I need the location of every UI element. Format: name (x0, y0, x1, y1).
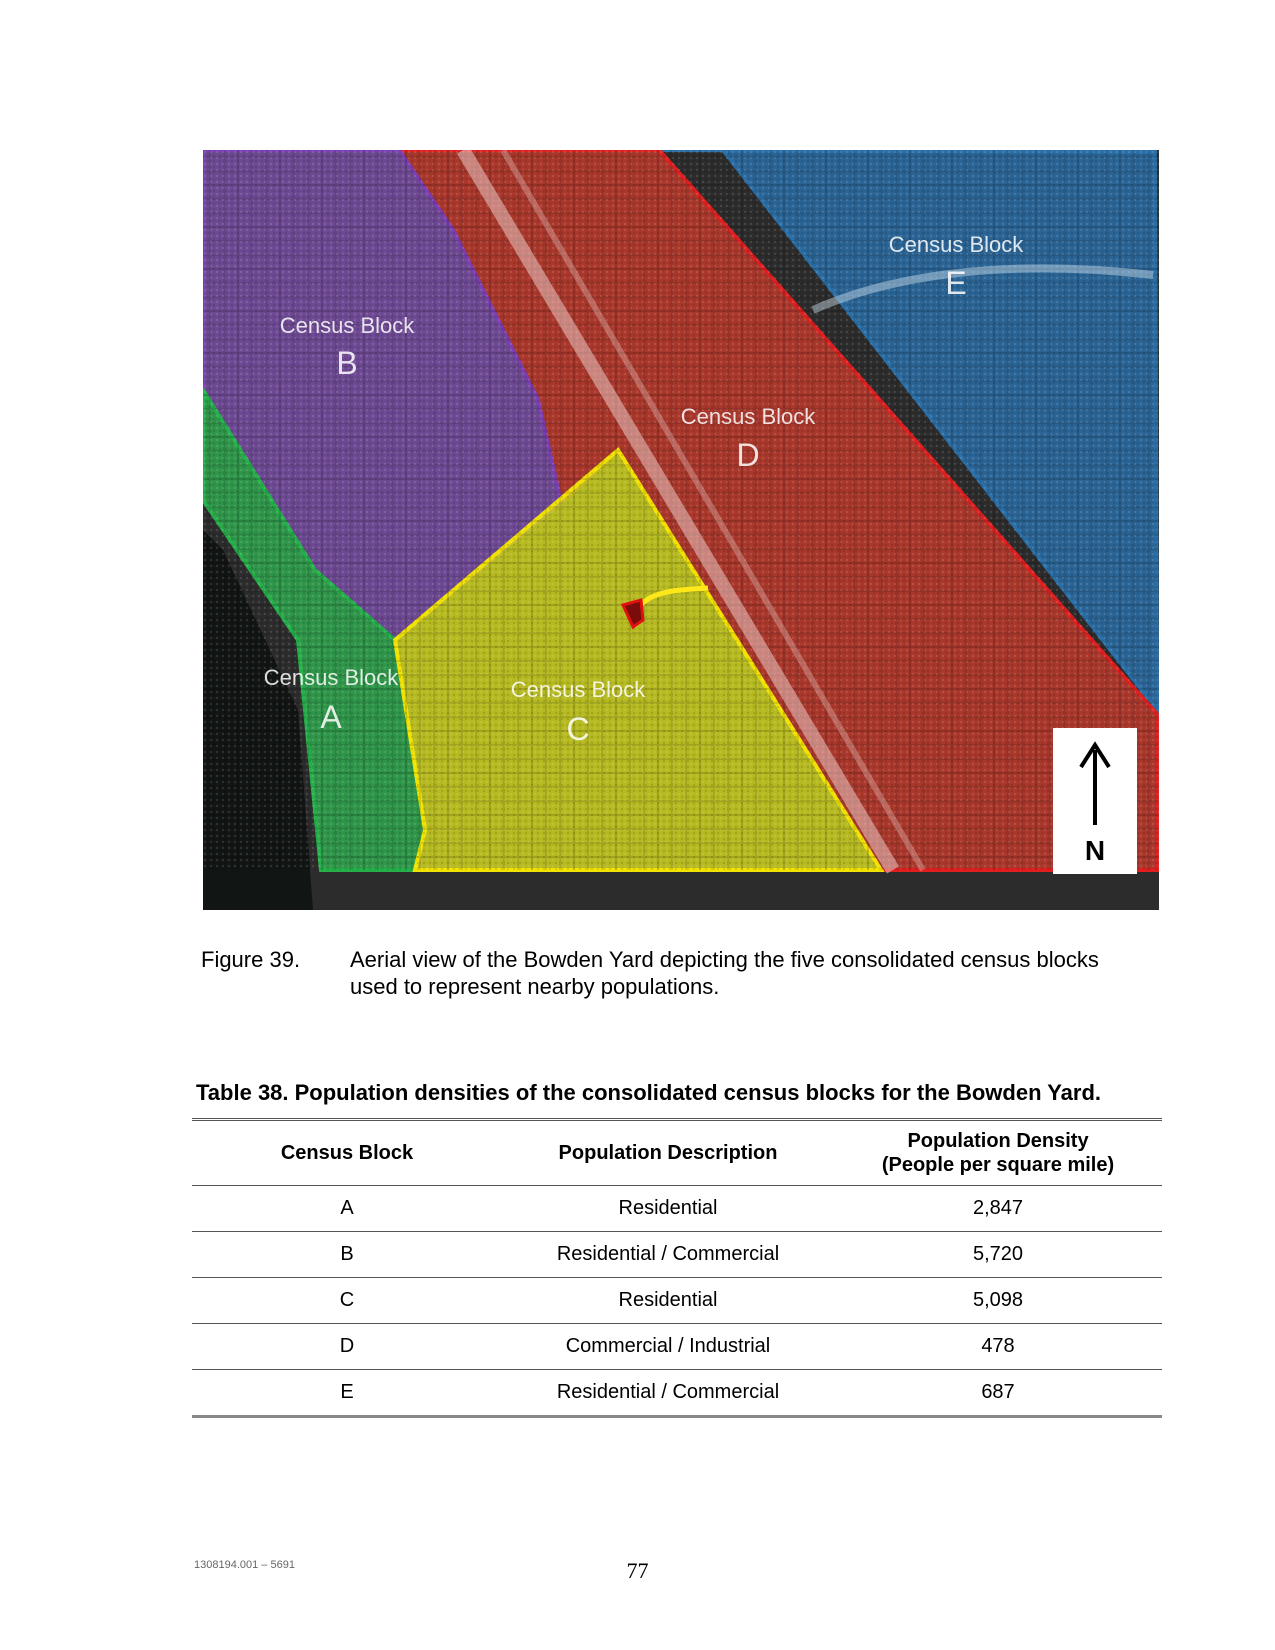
table-row (192, 1370, 1162, 1417)
cell-density: 687 (834, 1370, 1162, 1417)
map-svg (203, 150, 1159, 910)
svg-text:Census Block: Census Block (263, 665, 399, 690)
page-number: 77 (626, 1558, 649, 1583)
population-density-table (192, 1118, 1162, 1418)
cell-block: C (192, 1278, 502, 1324)
cell-density: 2,847 (834, 1186, 1162, 1232)
cell-block: B (192, 1232, 502, 1278)
header-population-density (834, 1120, 1162, 1186)
header-density-line1: Population Density (907, 1130, 1089, 1152)
table-row (192, 1324, 1162, 1370)
cell-density: 478 (834, 1324, 1162, 1370)
cell-block: E (192, 1370, 502, 1417)
table-row (192, 1278, 1162, 1324)
table-row (192, 1232, 1162, 1278)
svg-text:Census Block: Census Block (510, 677, 646, 702)
header-density-line2: (People per square mile) (881, 1154, 1115, 1176)
figure-caption-text: Aerial view of the Bowden Yard depicting the five consolidated census blocks used to represent nearby populations. (350, 947, 1099, 999)
cell-density: 5,098 (834, 1278, 1162, 1324)
cell-density: 5,720 (834, 1232, 1162, 1278)
svg-text:Census Block: Census Block (888, 232, 1024, 257)
svg-text:C: C (566, 711, 590, 747)
figure-number: Figure 39. (201, 947, 301, 972)
document-id: 1308194.001 – 5691 (194, 1559, 295, 1571)
north-arrow (1053, 728, 1137, 874)
cell-description: Residential / Commercial (502, 1232, 834, 1278)
header-census-block: Census Block (280, 1142, 414, 1164)
svg-text:B: B (336, 345, 358, 381)
cell-description: Commercial / Industrial (502, 1324, 834, 1370)
aerial-map (203, 150, 1159, 910)
table-row (192, 1186, 1162, 1232)
svg-text:Census Block: Census Block (680, 404, 816, 429)
north-arrow-label: N (1084, 835, 1106, 866)
svg-text:A: A (320, 699, 342, 735)
cell-block: A (192, 1186, 502, 1232)
cell-description: Residential (502, 1278, 834, 1324)
svg-text:Census Block: Census Block (279, 313, 415, 338)
cell-description: Residential (502, 1186, 834, 1232)
header-population-description: Population Description (558, 1142, 778, 1164)
cell-block: D (192, 1324, 502, 1370)
cell-description: Residential / Commercial (502, 1370, 834, 1417)
svg-text:E: E (945, 265, 967, 301)
svg-text:D: D (736, 437, 760, 473)
table-title: Table 38. Population densities of the consolidated census blocks for the Bowden Yard. (196, 1080, 1102, 1105)
table-header-row (192, 1120, 1162, 1186)
